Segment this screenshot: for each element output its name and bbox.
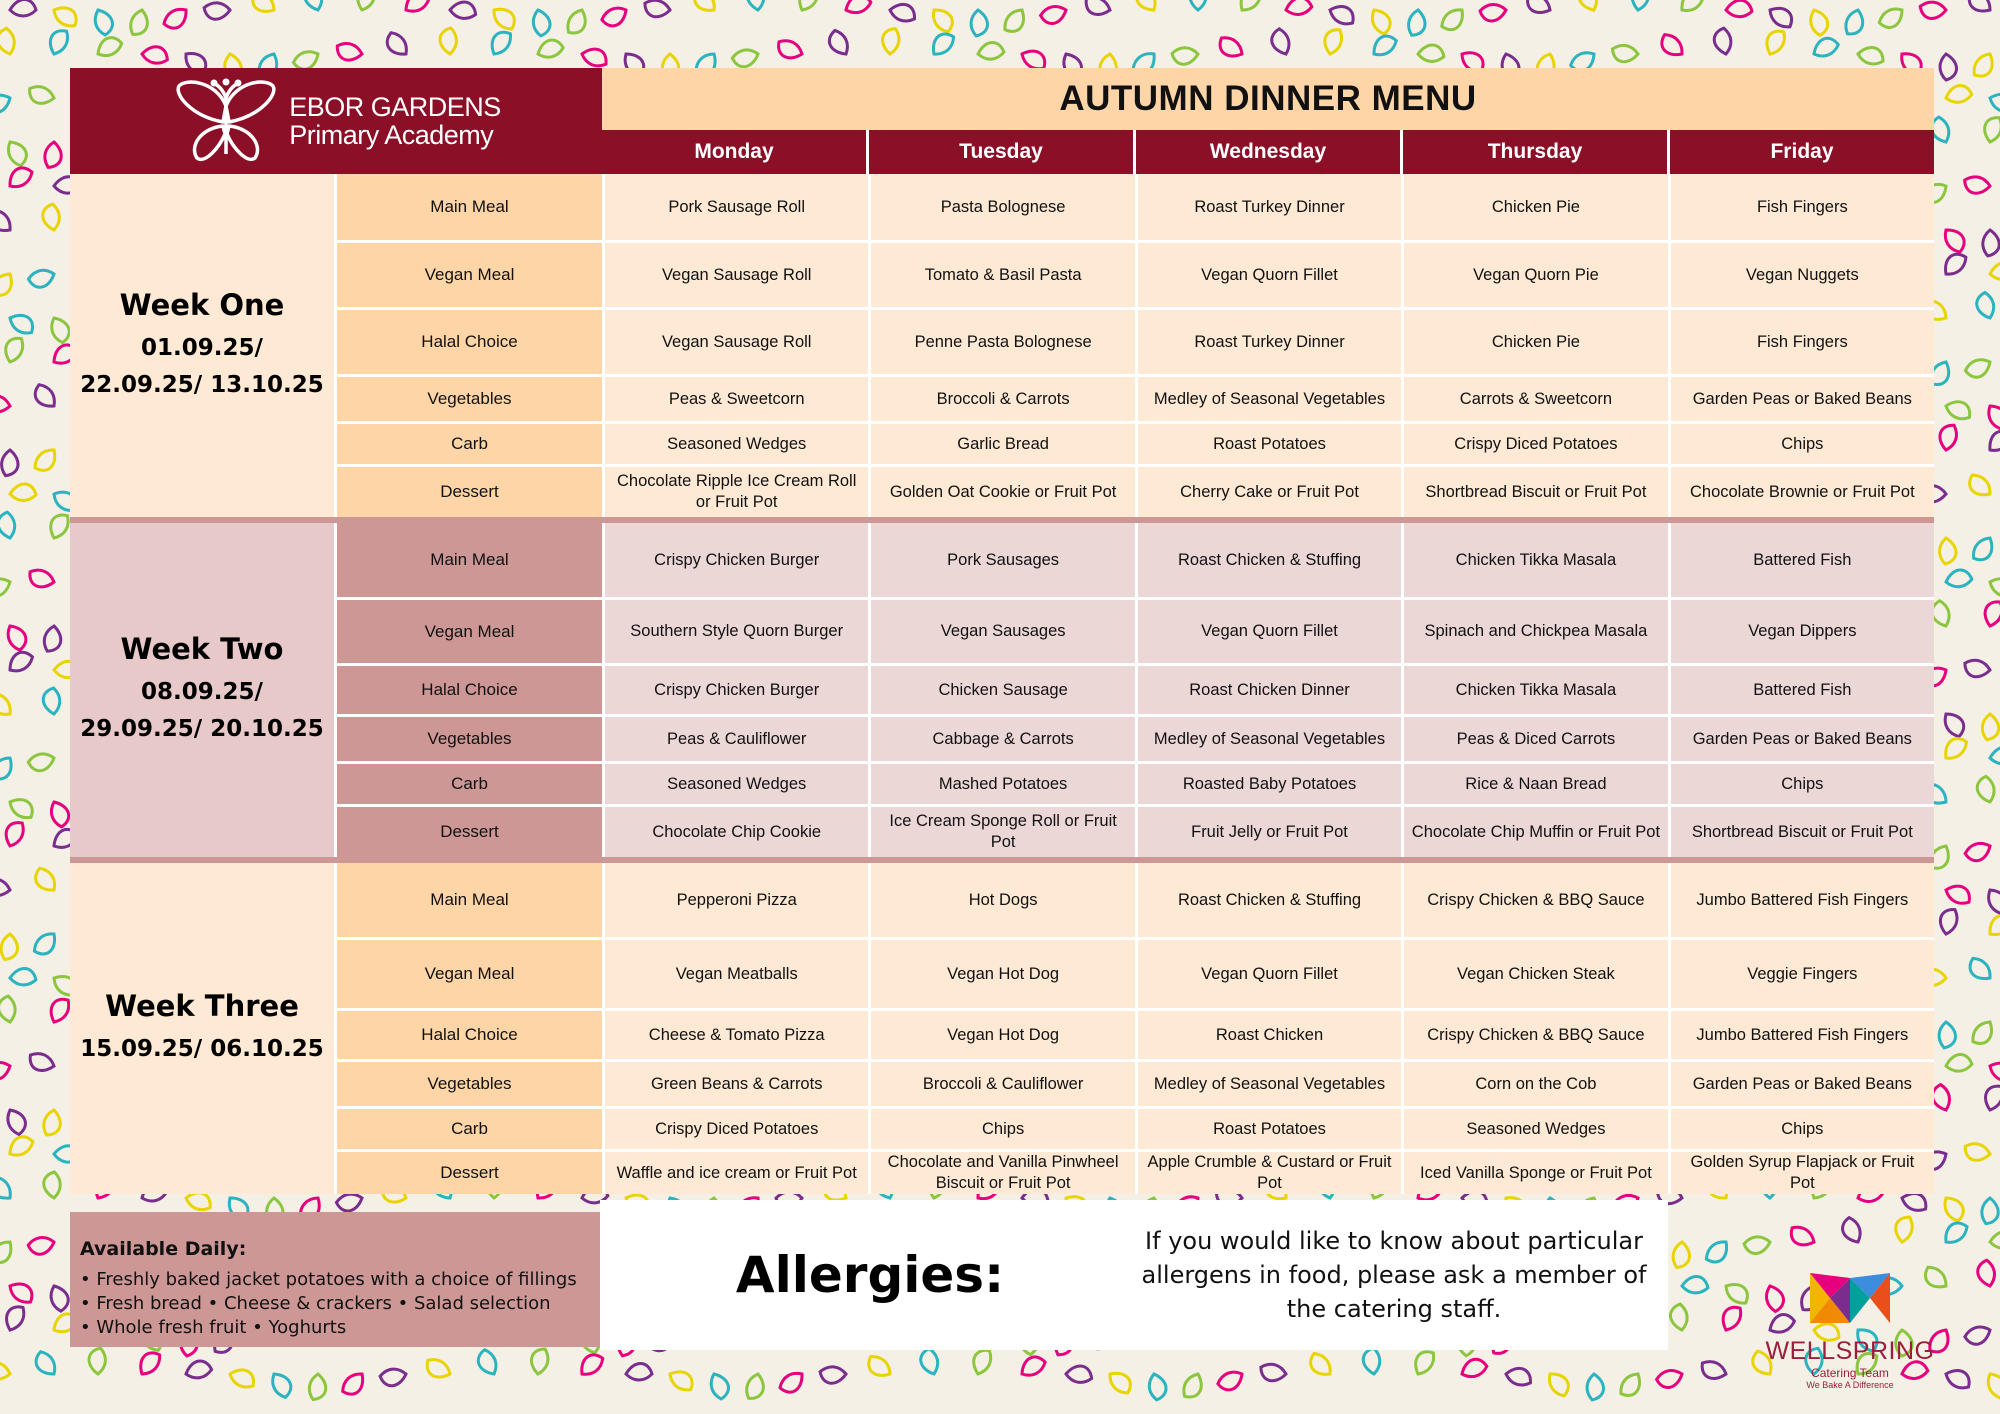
- menu-item-monday: Chocolate Ripple Ice Cream Roll or Fruit Pot: [602, 467, 868, 517]
- menu-row: [337, 1149, 1934, 1194]
- menu-item-thursday: Carrots & Sweetcorn: [1401, 377, 1667, 421]
- week-name: Week Two: [120, 632, 284, 667]
- menu-row: [337, 761, 1934, 804]
- menu-item-tuesday: Vegan Hot Dog: [868, 1011, 1134, 1059]
- menu-item-monday: Vegan Sausage Roll: [602, 310, 868, 374]
- menu-item-thursday: Crispy Chicken & BBQ Sauce: [1401, 863, 1667, 937]
- menu-item-friday: Chips: [1668, 764, 1934, 804]
- menu-item-thursday: Peas & Diced Carrots: [1401, 717, 1667, 761]
- menu-row: [337, 1106, 1934, 1149]
- menu-item-wednesday: Apple Crumble & Custard or Fruit Pot: [1135, 1152, 1401, 1194]
- menu-item-monday: Seasoned Wedges: [602, 764, 868, 804]
- week-block: [70, 863, 1934, 1194]
- menu-item-tuesday: Garlic Bread: [868, 424, 1134, 464]
- menu-item-thursday: Iced Vanilla Sponge or Fruit Pot: [1401, 1152, 1667, 1194]
- menu-item-thursday: Vegan Chicken Steak: [1401, 940, 1667, 1008]
- menu-item-friday: Jumbo Battered Fish Fingers: [1668, 1011, 1934, 1059]
- menu-item-tuesday: Penne Pasta Bolognese: [868, 310, 1134, 374]
- menu-item-wednesday: Roast Turkey Dinner: [1135, 310, 1401, 374]
- week-name: Week Three: [105, 989, 299, 1024]
- menu-item-tuesday: Vegan Hot Dog: [868, 940, 1134, 1008]
- menu-row: [337, 240, 1934, 307]
- meal-category: Vegan Meal: [337, 940, 602, 1008]
- menu-item-monday: Crispy Diced Potatoes: [602, 1109, 868, 1149]
- allergies-box: [600, 1200, 1668, 1350]
- meal-category: Carb: [337, 424, 602, 464]
- meal-category: Vegan Meal: [337, 243, 602, 307]
- menu-item-wednesday: Vegan Quorn Fillet: [1135, 600, 1401, 663]
- menu-item-tuesday: Tomato & Basil Pasta: [868, 243, 1134, 307]
- menu-item-wednesday: Roast Potatoes: [1135, 424, 1401, 464]
- menu-item-friday: Vegan Nuggets: [1668, 243, 1934, 307]
- menu-item-friday: Chips: [1668, 424, 1934, 464]
- meal-category: Dessert: [337, 807, 602, 857]
- menu-item-monday: Green Beans & Carrots: [602, 1062, 868, 1106]
- header-row: [70, 68, 1934, 174]
- menu-item-tuesday: Mashed Potatoes: [868, 764, 1134, 804]
- menu-item-tuesday: Vegan Sausages: [868, 600, 1134, 663]
- meal-category: Dessert: [337, 1152, 602, 1194]
- menu-row: [337, 1059, 1934, 1106]
- meal-category: Halal Choice: [337, 666, 602, 714]
- allergies-title: Allergies:: [735, 1246, 1005, 1304]
- menu-row: [337, 937, 1934, 1008]
- school-logo: [70, 68, 602, 174]
- menu-item-thursday: Rice & Naan Bread: [1401, 764, 1667, 804]
- available-daily-item: • Freshly baked jacket potatoes with a choice of fillings: [80, 1269, 577, 1290]
- day-header-tuesday: Tuesday: [866, 130, 1133, 174]
- meal-category: Vegetables: [337, 1062, 602, 1106]
- menu-item-wednesday: Medley of Seasonal Vegetables: [1135, 1062, 1401, 1106]
- menu-item-monday: Crispy Chicken Burger: [602, 666, 868, 714]
- menu-item-wednesday: Cherry Cake or Fruit Pot: [1135, 467, 1401, 517]
- menu-item-wednesday: Roasted Baby Potatoes: [1135, 764, 1401, 804]
- menu-item-monday: Peas & Sweetcorn: [602, 377, 868, 421]
- menu-item-friday: Fish Fingers: [1668, 310, 1934, 374]
- day-header-friday: Friday: [1667, 130, 1934, 174]
- week-dates: 08.09.25/ 29.09.25/ 20.10.25: [80, 679, 324, 742]
- menu-item-tuesday: Ice Cream Sponge Roll or Fruit Pot: [868, 807, 1134, 857]
- menu-item-wednesday: Roast Chicken & Stuffing: [1135, 523, 1401, 597]
- wellspring-mark-icon: [1805, 1268, 1895, 1328]
- week-label: [70, 174, 337, 517]
- day-header-monday: Monday: [602, 130, 866, 174]
- menu-item-monday: Vegan Sausage Roll: [602, 243, 868, 307]
- menu-item-monday: Pork Sausage Roll: [602, 174, 868, 240]
- week-label: [70, 523, 337, 857]
- meal-category: Vegetables: [337, 717, 602, 761]
- menu-item-wednesday: Roast Chicken: [1135, 1011, 1401, 1059]
- menu-item-thursday: Shortbread Biscuit or Fruit Pot: [1401, 467, 1667, 517]
- meal-category: Carb: [337, 1109, 602, 1149]
- menu-item-friday: Jumbo Battered Fish Fingers: [1668, 863, 1934, 937]
- butterfly-logo-icon: [171, 76, 281, 166]
- menu-row: [337, 523, 1934, 597]
- caterer-subtitle: Catering Team: [1811, 1366, 1889, 1380]
- menu-item-wednesday: Vegan Quorn Fillet: [1135, 243, 1401, 307]
- menu-item-thursday: Chocolate Chip Muffin or Fruit Pot: [1401, 807, 1667, 857]
- week-block: [70, 523, 1934, 857]
- menu-row: [337, 464, 1934, 517]
- menu-item-tuesday: Broccoli & Carrots: [868, 377, 1134, 421]
- day-header-wednesday: Wednesday: [1133, 130, 1400, 174]
- available-daily-title: Available Daily:: [80, 1238, 247, 1260]
- menu-item-tuesday: Golden Oat Cookie or Fruit Pot: [868, 467, 1134, 517]
- menu-item-tuesday: Pork Sausages: [868, 523, 1134, 597]
- menu-title: AUTUMN DINNER MENU: [602, 68, 1934, 130]
- meal-category: Main Meal: [337, 174, 602, 240]
- menu-item-tuesday: Broccoli & Cauliflower: [868, 1062, 1134, 1106]
- menu-item-thursday: Chicken Tikka Masala: [1401, 523, 1667, 597]
- menu-item-monday: Southern Style Quorn Burger: [602, 600, 868, 663]
- week-dates: 01.09.25/ 22.09.25/ 13.10.25: [80, 334, 324, 398]
- menu-row: [337, 174, 1934, 240]
- week-name: Week One: [119, 287, 285, 322]
- menu-item-tuesday: Hot Dogs: [868, 863, 1134, 937]
- menu-item-monday: Crispy Chicken Burger: [602, 523, 868, 597]
- menu-row: [337, 421, 1934, 464]
- menu-item-friday: Garden Peas or Baked Beans: [1668, 1062, 1934, 1106]
- menu-item-friday: Battered Fish: [1668, 666, 1934, 714]
- menu-item-thursday: Spinach and Chickpea Masala: [1401, 600, 1667, 663]
- menu-item-friday: Battered Fish: [1668, 523, 1934, 597]
- available-daily-item: • Fresh bread • Cheese & crackers • Salad selection: [80, 1293, 551, 1314]
- menu-item-friday: Garden Peas or Baked Beans: [1668, 377, 1934, 421]
- week-block: [70, 174, 1934, 517]
- menu-item-friday: Veggie Fingers: [1668, 940, 1934, 1008]
- menu-item-thursday: Crispy Chicken & BBQ Sauce: [1401, 1011, 1667, 1059]
- menu-row: [337, 804, 1934, 857]
- menu-item-wednesday: Medley of Seasonal Vegetables: [1135, 717, 1401, 761]
- menu-item-thursday: Vegan Quorn Pie: [1401, 243, 1667, 307]
- menu-sheet: [70, 68, 1934, 1194]
- menu-item-tuesday: Chicken Sausage: [868, 666, 1134, 714]
- menu-item-wednesday: Fruit Jelly or Fruit Pot: [1135, 807, 1401, 857]
- meal-category: Halal Choice: [337, 1011, 602, 1059]
- available-daily-item: • Whole fresh fruit • Yoghurts: [80, 1317, 347, 1338]
- week-label: [70, 863, 337, 1194]
- menu-row: [337, 714, 1934, 761]
- menu-item-tuesday: Cabbage & Carrots: [868, 717, 1134, 761]
- meal-category: Vegetables: [337, 377, 602, 421]
- meal-category: Halal Choice: [337, 310, 602, 374]
- menu-item-monday: Peas & Cauliflower: [602, 717, 868, 761]
- menu-item-tuesday: Chips: [868, 1109, 1134, 1149]
- menu-item-monday: Chocolate Chip Cookie: [602, 807, 868, 857]
- school-name-line1: EBOR GARDENS: [289, 91, 501, 122]
- menu-item-monday: Vegan Meatballs: [602, 940, 868, 1008]
- menu-item-monday: Pepperoni Pizza: [602, 863, 868, 937]
- menu-item-wednesday: Roast Chicken Dinner: [1135, 666, 1401, 714]
- available-daily-box: [70, 1212, 600, 1347]
- meal-category: Main Meal: [337, 523, 602, 597]
- menu-item-wednesday: Roast Potatoes: [1135, 1109, 1401, 1149]
- meal-category: Dessert: [337, 467, 602, 517]
- caterer-tagline: We Bake A Difference: [1806, 1380, 1894, 1390]
- menu-item-wednesday: Roast Chicken & Stuffing: [1135, 863, 1401, 937]
- menu-item-thursday: Seasoned Wedges: [1401, 1109, 1667, 1149]
- allergies-text: If you would like to know about particular allergens in food, please ask a member of the catering staff.: [1141, 1227, 1647, 1323]
- weeks-table: [70, 174, 1934, 1194]
- wellspring-logo: [1750, 1268, 1950, 1398]
- menu-item-friday: Fish Fingers: [1668, 174, 1934, 240]
- menu-item-tuesday: Chocolate and Vanilla Pinwheel Biscuit or Fruit Pot: [868, 1152, 1134, 1194]
- menu-item-monday: Seasoned Wedges: [602, 424, 868, 464]
- menu-row: [337, 374, 1934, 421]
- menu-item-friday: Chocolate Brownie or Fruit Pot: [1668, 467, 1934, 517]
- menu-item-wednesday: Medley of Seasonal Vegetables: [1135, 377, 1401, 421]
- menu-item-friday: Golden Syrup Flapjack or Fruit Pot: [1668, 1152, 1934, 1194]
- menu-item-friday: Vegan Dippers: [1668, 600, 1934, 663]
- menu-item-monday: Cheese & Tomato Pizza: [602, 1011, 868, 1059]
- week-dates: 15.09.25/ 06.10.25: [80, 1036, 324, 1063]
- menu-row: [337, 307, 1934, 374]
- menu-row: [337, 863, 1934, 937]
- caterer-name: WELLSPRING: [1765, 1337, 1935, 1365]
- menu-item-thursday: Crispy Diced Potatoes: [1401, 424, 1667, 464]
- meal-category: Vegan Meal: [337, 600, 602, 663]
- menu-item-friday: Shortbread Biscuit or Fruit Pot: [1668, 807, 1934, 857]
- meal-category: Main Meal: [337, 863, 602, 937]
- menu-row: [337, 597, 1934, 663]
- meal-category: Carb: [337, 764, 602, 804]
- menu-item-wednesday: Roast Turkey Dinner: [1135, 174, 1401, 240]
- menu-item-thursday: Corn on the Cob: [1401, 1062, 1667, 1106]
- menu-item-thursday: Chicken Tikka Masala: [1401, 666, 1667, 714]
- menu-row: [337, 663, 1934, 714]
- menu-item-thursday: Chicken Pie: [1401, 174, 1667, 240]
- school-name-line2: Primary Academy: [289, 120, 494, 150]
- menu-item-monday: Waffle and ice cream or Fruit Pot: [602, 1152, 868, 1194]
- day-header-thursday: Thursday: [1400, 130, 1667, 174]
- menu-item-thursday: Chicken Pie: [1401, 310, 1667, 374]
- menu-item-friday: Garden Peas or Baked Beans: [1668, 717, 1934, 761]
- menu-row: [337, 1008, 1934, 1059]
- menu-item-wednesday: Vegan Quorn Fillet: [1135, 940, 1401, 1008]
- day-header-row: [602, 130, 1934, 174]
- menu-item-tuesday: Pasta Bolognese: [868, 174, 1134, 240]
- menu-item-friday: Chips: [1668, 1109, 1934, 1149]
